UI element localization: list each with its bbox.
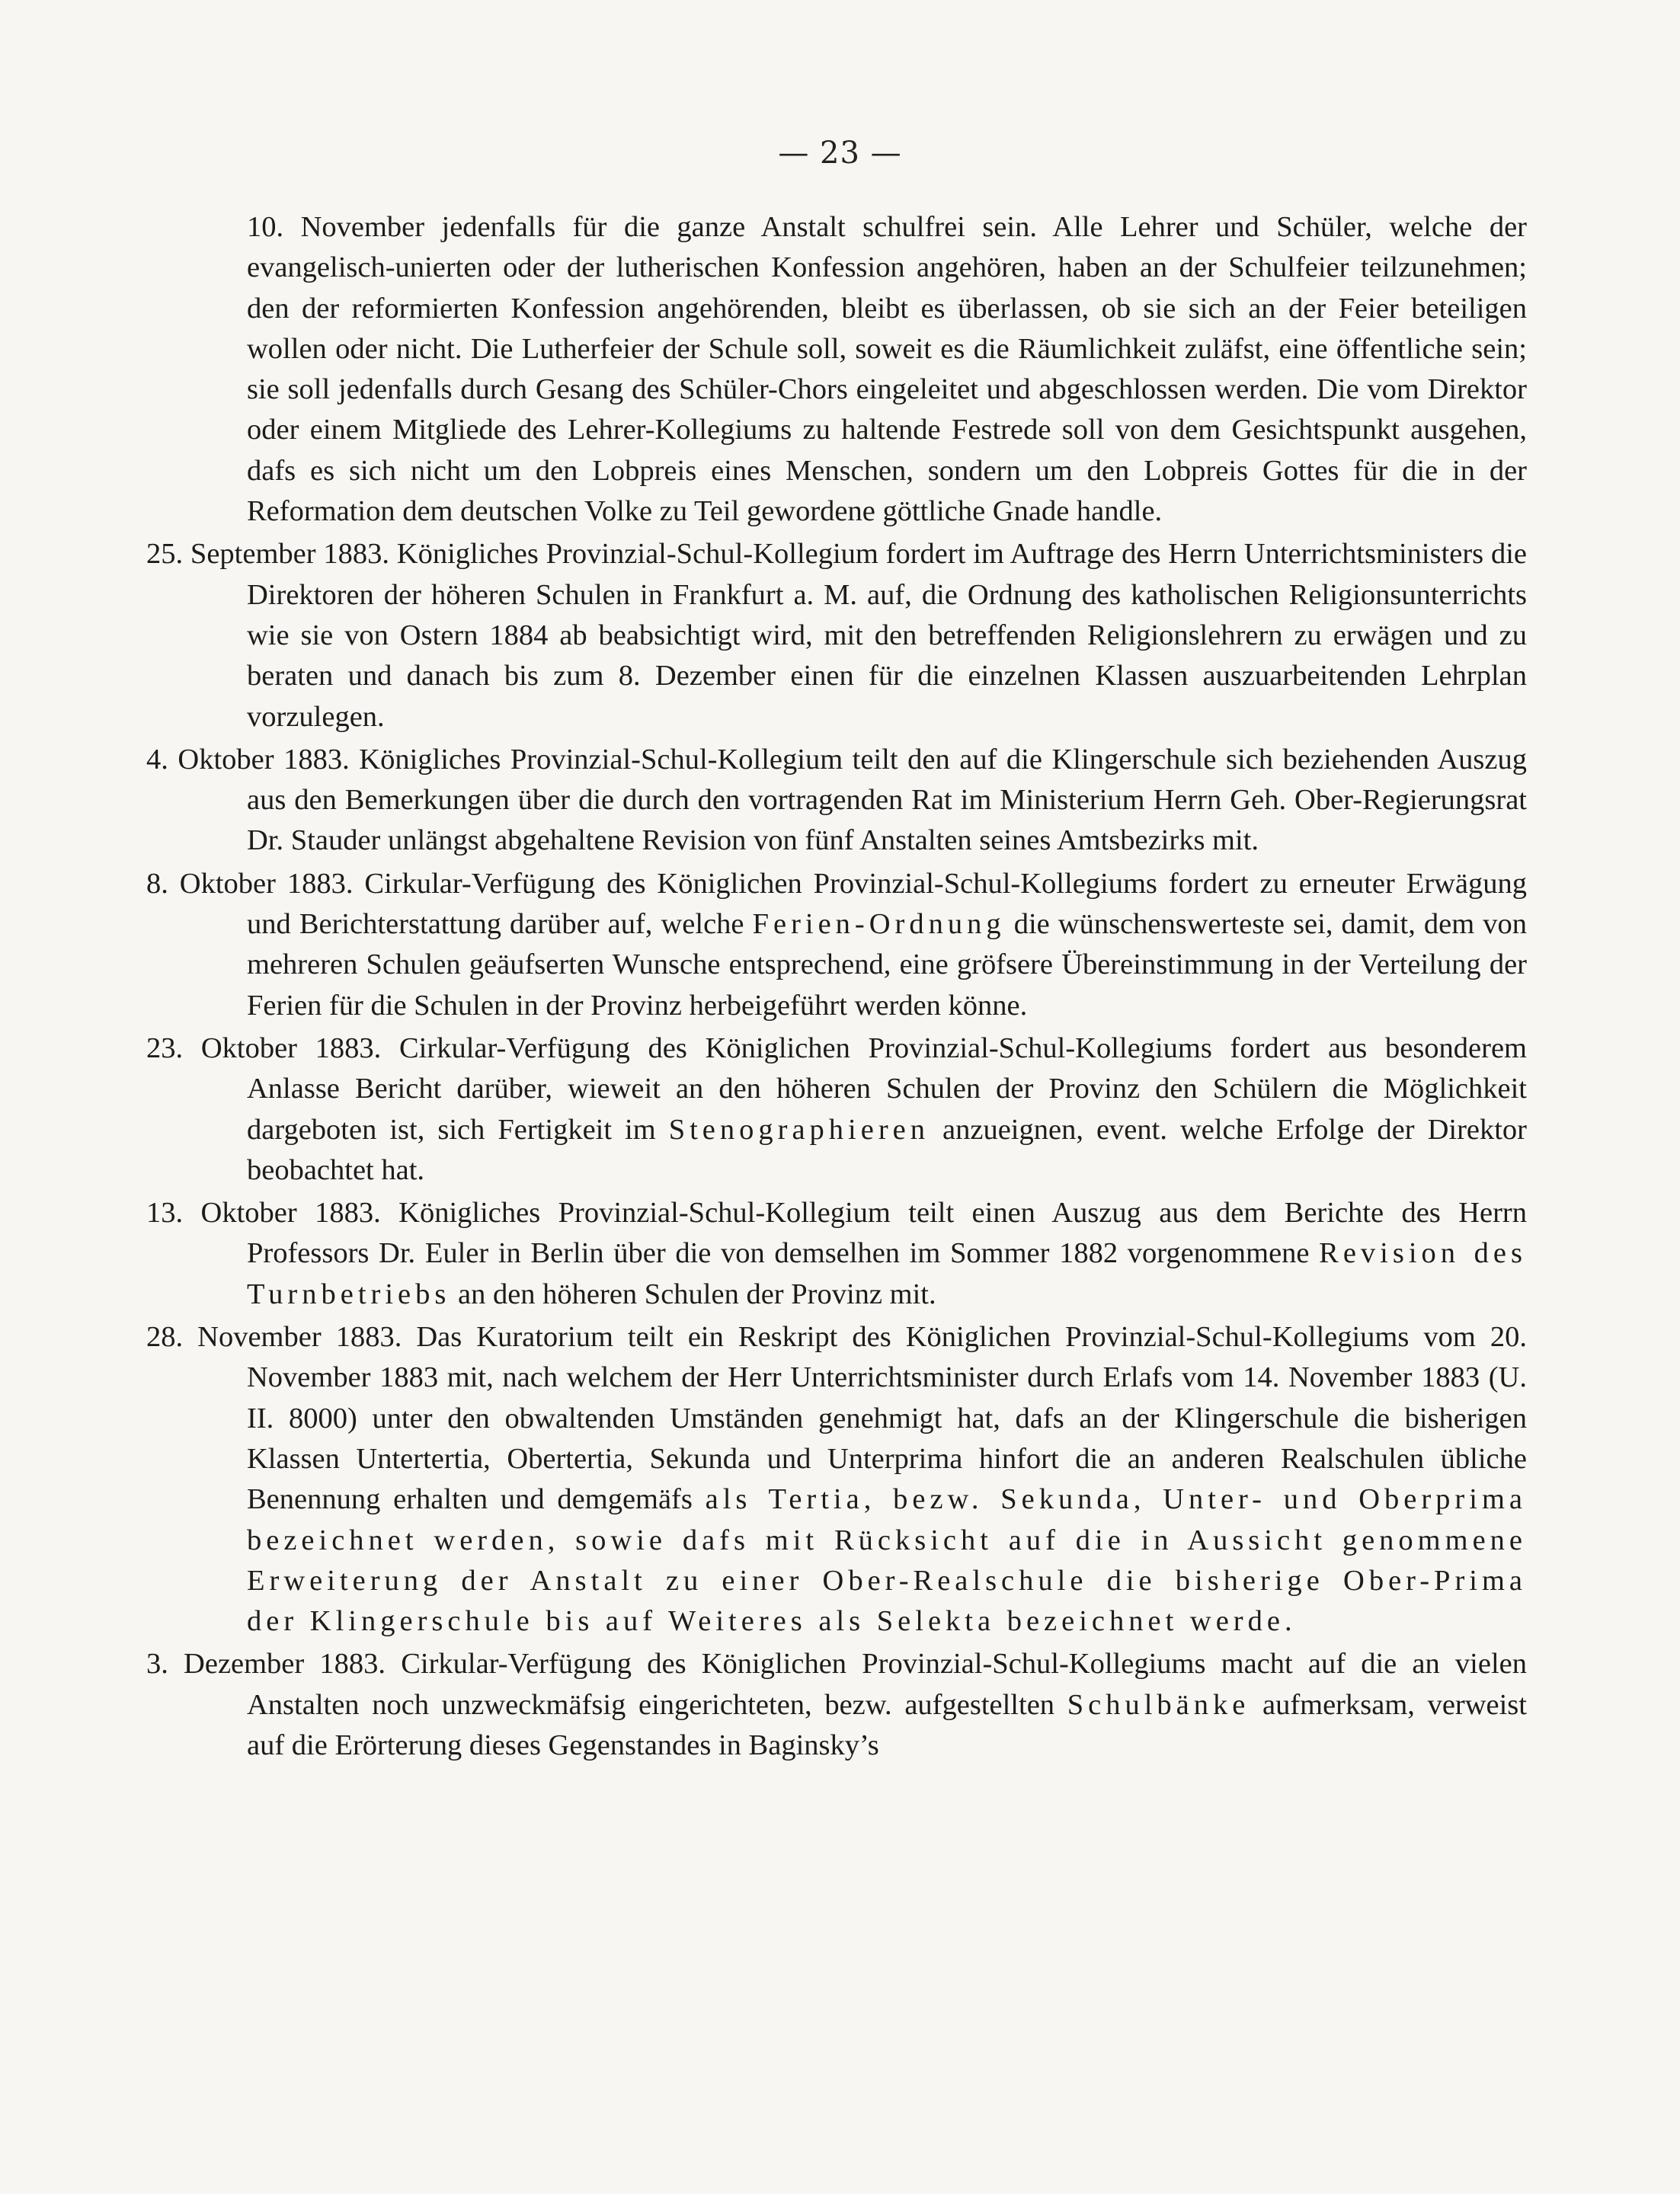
entry-paragraph: [146, 207, 1527, 532]
text-run: 13. Oktober 1883. Königliches Provinzial-Schul-Kollegium teilt einen Auszug aus dem Berichte des Herrn Professors Dr. Euler in Berlin über die von demselhen im Sommer 1882 vorgenommene: [146, 1197, 1527, 1270]
text-run: 10. November jedenfalls für die ganze Anstalt schulfrei sein. Alle Lehrer und Schüler, welche der evangelisch-unierten oder der lutherischen Konfession angehören, haben an der Schulfeier teilzunehmen; den der reformierten Konfession angehörenden, bleibt es überlassen, ob sie sich an der Feier beteiligen wollen oder nicht. Die Lutherfeier der Schule soll, soweit es die Räumlichkeit zuläfst, eine öffentliche sein; sie soll jedenfalls durch Gesang des Schüler-Chors eingeleitet und abgeschlossen werden. Die vom Direktor oder einem Mitgliede des Lehrer-Kollegiums zu haltende Festrede soll von dem Gesichtspunkt ausgehen, dafs es sich nicht um den Lobpreis eines Menschen, sondern um den Lobpreis Gottes für die in der Reformation dem deutschen Volke zu Teil gewordene göttliche Gnade handle.: [247, 211, 1527, 528]
page-number: — 23 —: [778, 136, 902, 171]
text-run: 8. Oktober 1883. Cirkular-Verfügung des Königlichen Provinzial-Schul-Kollegiums fordert zu erneuter Erwägung und Berichterstattung darüber auf, welche: [146, 867, 1527, 941]
text-run: 28. November 1883. Das Kuratorium teilt ein Reskript des Königlichen Provinzial-Schul-Kollegiums vom 20. November 1883 mit, nach welchem der Herr Unterrichtsminister durch Erlafs vom 14. November 1883 (U. II. 8000) unter den obwaltenden Umständen genehmigt hat, dafs an der Klingerschule die bisherigen Klassen Untertertia, Obertertia, Sekunda und Unterprima hinfort die an anderen Realschulen übliche Benennung erhalten und demgemäfs: [146, 1321, 1527, 1516]
entry-paragraph: [146, 1028, 1527, 1191]
entry-paragraph: [146, 534, 1527, 737]
entry-paragraph: [146, 740, 1527, 862]
spaced-emphasis-text: Stenographieren: [668, 1113, 930, 1146]
spaced-emphasis-text: Ferien-Ordnung: [752, 908, 1006, 941]
document-body: [146, 207, 1527, 1766]
text-run: 25. September 1883. Königliches Provinzial-Schul-Kollegium fordert im Auftrage des Herrn Unterrichtsministers die Direktoren der höheren Schulen in Frankfurt a. M. auf, die Ordnung des katholischen Religionsunterrichts wie sie von Ostern 1884 ab beabsichtigt wird, mit den betreffenden Religionslehrern zu erwägen und zu beraten und danach bis zum 8. Dezember einen für die einzelnen Klassen auszuarbeitenden Lehrplan vorzulegen.: [146, 538, 1527, 733]
text-run: anzueignen, event. welche Erfolge der Direktor beobachtet hat.: [247, 1113, 1527, 1186]
spaced-emphasis-text: als Tertia, bezw. Sekunda, Unter- und Oberprima bezeichnet werden, sowie dafs mit Rücksicht auf die in Aussicht genommene Erweiterung der Anstalt zu einer Ober-Realschule die bisherige Ober-Prima der Klingerschule bis auf Weiteres als Selekta bezeichnet werde.: [247, 1483, 1527, 1638]
entry-paragraph: [146, 864, 1527, 1026]
entry-paragraph: [146, 1317, 1527, 1642]
text-run: aufmerksam, verweist auf die Erörterung dieses Gegenstandes in Baginsky’s: [247, 1688, 1527, 1761]
text-run: 23. Oktober 1883. Cirkular-Verfügung des Königlichen Provinzial-Schul-Kollegiums fordert aus besonderem Anlasse Bericht darüber, wieweit an den höheren Schulen der Provinz den Schülern die Möglichkeit dargeboten ist, sich Fertigkeit im: [146, 1031, 1527, 1146]
text-run: die wünschenswerteste sei, damit, dem von mehreren Schulen geäufserten Wunsche entsprechend, eine gröfsere Übereinstimmung in der Verteilung der Ferien für die Schulen in der Provinz herbeigeführt werden könne.: [247, 908, 1527, 1022]
spaced-emphasis-text: Schulbänke: [1067, 1688, 1250, 1721]
entry-paragraph: [146, 1193, 1527, 1315]
text-run: an den höheren Schulen der Provinz mit.: [450, 1278, 936, 1310]
spaced-emphasis-text: Revision des Turnbetriebs: [247, 1237, 1527, 1310]
text-run: 3. Dezember 1883. Cirkular-Verfügung des Königlichen Provinzial-Schul-Kollegiums macht auf die an vielen Anstalten noch unzweckmäfsig eingerichteten, bezw. aufgestellten: [146, 1648, 1527, 1721]
text-run: 4. Oktober 1883. Königliches Provinzial-Schul-Kollegium teilt den auf die Klingerschule sich beziehenden Auszug aus den Bemerkungen über die durch den vortragenden Rat im Ministerium Herrn Geh. Ober-Regierungsrat Dr. Stauder unlängst abgehaltene Revision von fünf Anstalten seines Amtsbezirks mit.: [146, 743, 1527, 857]
entry-paragraph: [146, 1644, 1527, 1766]
